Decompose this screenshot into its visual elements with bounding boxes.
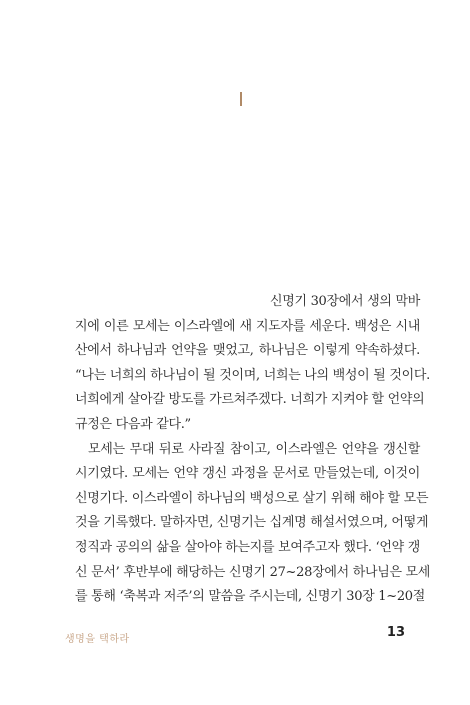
text-line: 것을 기록했다. 말하자면, 신명기는 십계명 해설서였으며, 어떻게 — [75, 515, 429, 531]
text-line: “나는 너희의 하나님이 될 것이며, 너희는 나의 백성이 될 것이다. — [75, 367, 430, 383]
text-line: 규정은 다음과 같다.” — [75, 416, 191, 432]
footer-book-title: 생명을 택하라 — [65, 634, 130, 645]
text-line: 신명기다. 이스라엘이 하나님의 백성으로 살기 위해 해야 할 모든 — [75, 490, 429, 506]
text-line: 너희에게 살아갈 방도를 가르쳐주겠다. 너희가 지켜야 할 언약의 — [75, 392, 425, 408]
text-line: 신 문서’ 후반부에 해당하는 신명기 27~28장에서 하나님은 모세 — [75, 564, 431, 580]
page-number: 13 — [386, 625, 405, 640]
section-divider-mark — [240, 92, 242, 106]
text-line: 시기였다. 모세는 언약 갱신 과정을 문서로 만들었는데, 이것이 — [75, 466, 420, 482]
body-text — [75, 290, 431, 610]
text-line: 신명기 30장에서 생의 막바 — [269, 294, 420, 309]
text-line: 모세는 무대 뒤로 사라질 참이고, 이스라엘은 언약을 갱신할 — [88, 441, 420, 457]
text-line: 지에 이른 모세는 이스라엘에 새 지도자를 세운다. 백성은 시내 — [75, 318, 420, 334]
text-line: 산에서 하나님과 언약을 맺었고, 하나님은 이렇게 약속하셨다. — [75, 343, 420, 359]
text-line: 정직과 공의의 삶을 살아야 하는지를 보여주고자 했다. ‘언약 갱 — [75, 539, 420, 555]
text-line: 를 통해 ‘축복과 저주’의 말씀을 주시는데, 신명기 30장 1~20절 — [75, 589, 426, 605]
